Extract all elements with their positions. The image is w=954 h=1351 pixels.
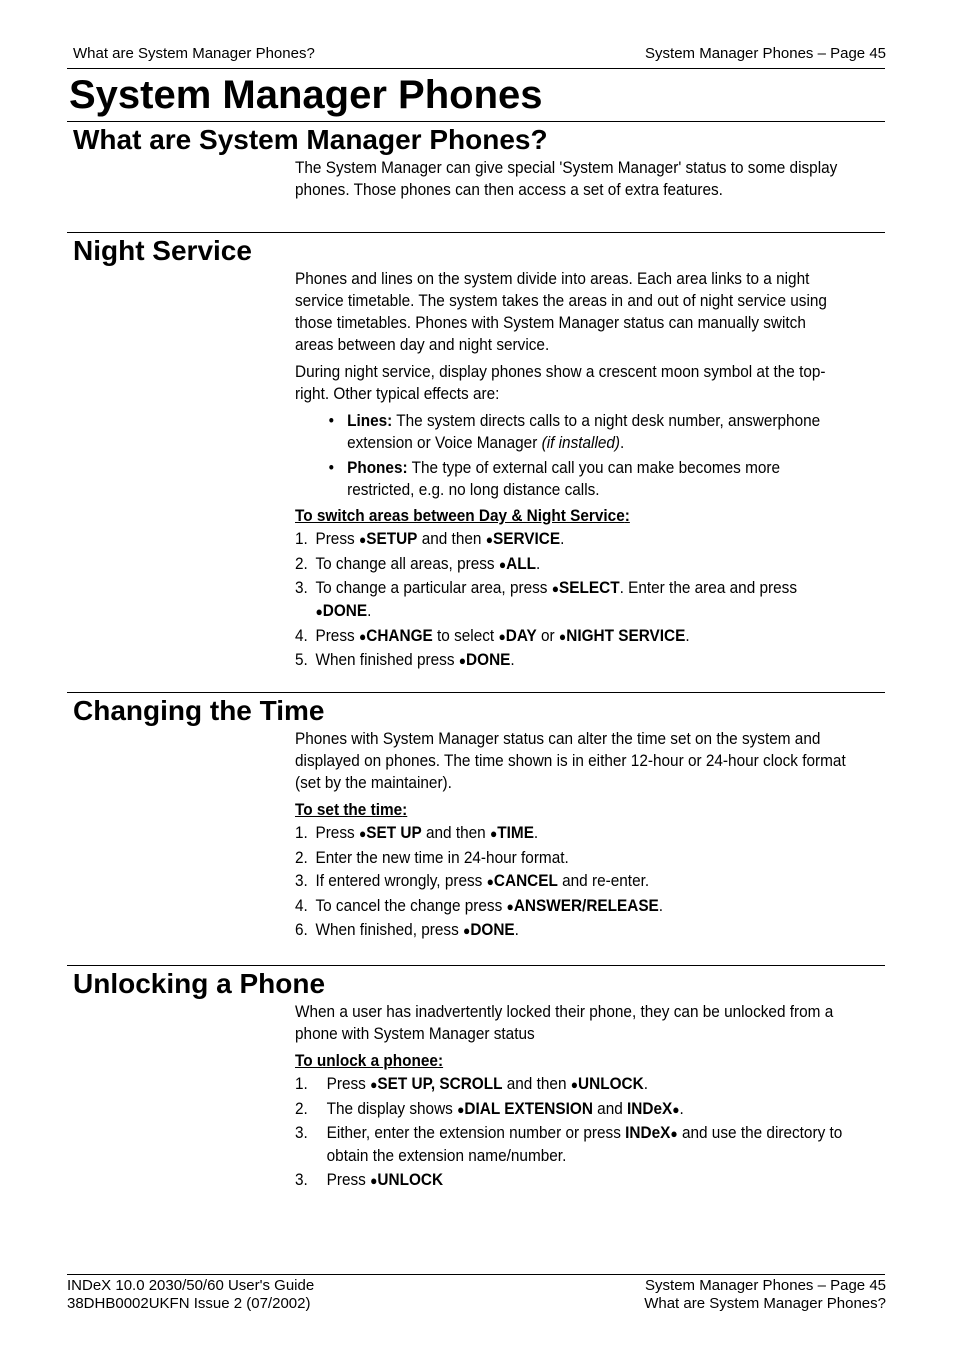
footer-left: [67, 1277, 314, 1313]
step-item: [295, 577, 848, 623]
softkey-dot-icon: ●: [506, 898, 514, 914]
step-item: [295, 1098, 848, 1121]
step-number: 4.: [295, 896, 308, 915]
paragraph: The System Manager can give special 'System Manager' status to some display phones. Those phones can then access a set of extra features.: [295, 159, 838, 199]
softkey-label: INDeX●: [625, 1124, 678, 1142]
paragraph: When a user has inadvertently locked their phone, they can be unlocked from a phone with System Manager status: [295, 1003, 834, 1043]
step-number: 6.: [295, 921, 308, 939]
step-number: 2.: [295, 848, 308, 867]
steps-list: [295, 822, 848, 942]
step-number: 3.: [295, 1124, 308, 1142]
bullet-list: [295, 410, 848, 501]
step-text: When finished, press ●DONE.: [315, 921, 519, 939]
softkey-dot-icon: ●: [485, 532, 494, 547]
step-text: When finished press ●DONE.: [315, 651, 515, 669]
step-text: Press ●SETUP and then ●SERVICE.: [315, 530, 565, 548]
step-number: 1.: [295, 824, 308, 842]
footer-issue: 38DHB0002UKFN Issue 2 (07/2002): [67, 1295, 311, 1312]
softkey-label: ●CHANGE: [358, 626, 433, 645]
section-rule: [67, 692, 885, 693]
procedure-title: To switch areas between Day & Night Service:: [295, 507, 630, 525]
softkey-label: ●DAY: [498, 626, 537, 645]
footer-guide-title: INDeX 10.0 2030/50/60 User's Guide: [67, 1277, 315, 1294]
softkey-label: ●DONE: [458, 651, 511, 669]
softkey-dot-icon: ●: [463, 923, 471, 938]
step-item: [295, 822, 848, 845]
bullet-icon: •: [328, 459, 335, 477]
softkey-dot-icon: ●: [370, 1172, 378, 1188]
section-heading-unlock: Unlocking a Phone: [73, 968, 326, 999]
step-number: 1.: [295, 1075, 308, 1093]
list-item: • Phones: The type of external call you can make becomes more restricted, e.g. no long distance calls.: [295, 457, 848, 501]
running-header-left: What are System Manager Phones?: [73, 45, 315, 62]
softkey-dot-icon: ●: [670, 1126, 678, 1141]
section-rule: [67, 232, 885, 233]
softkey-dot-icon: ●: [486, 874, 494, 889]
step-number: 3.: [295, 872, 308, 890]
step-item: [295, 1122, 848, 1167]
bullet-label: Phones:: [347, 459, 408, 477]
step-number: 1.: [295, 530, 308, 548]
step-number: 2.: [295, 554, 308, 573]
section-heading-night: Night Service: [73, 235, 252, 266]
softkey-label: ●SERVICE: [485, 530, 561, 548]
step-number: 2.: [295, 1099, 308, 1118]
softkey-dot-icon: ●: [457, 1101, 465, 1117]
section-rule: [67, 965, 885, 966]
step-text: Press ●SET UP and then ●TIME.: [315, 824, 539, 842]
softkey-label: INDeX●: [627, 1099, 680, 1118]
footer-right: [644, 1277, 886, 1313]
softkey-label: ●SET UP: [358, 824, 422, 842]
step-text: Press ●CHANGE to select ●DAY or ●NIGHT SERVICE.: [315, 626, 690, 645]
step-item: [295, 1169, 848, 1192]
softkey-dot-icon: ●: [315, 604, 323, 619]
procedure-title: To unlock a phonee:: [295, 1052, 444, 1070]
step-number: 3.: [295, 579, 308, 597]
softkey-label: ●DONE: [463, 921, 515, 939]
paragraph: Phones and lines on the system divide into areas. Each area links to a night service timetable. The system takes the areas in and out of night service using those timetables. Phones with System Manager status can manually switch areas between day and night service.: [295, 270, 827, 354]
softkey-dot-icon: ●: [358, 532, 367, 547]
step-text: The display shows ●DIAL EXTENSION and INDeX●.: [326, 1099, 684, 1118]
bullet-icon: •: [328, 412, 335, 430]
steps-list: [295, 528, 848, 672]
running-header-right: System Manager Phones – Page 45: [645, 45, 886, 62]
softkey-dot-icon: ●: [358, 628, 367, 644]
softkey-label: ●ANSWER/RELEASE: [506, 896, 659, 915]
softkey-dot-icon: ●: [558, 628, 567, 644]
softkey-dot-icon: ●: [551, 581, 560, 596]
softkey-dot-icon: ●: [498, 556, 507, 572]
steps-list: [295, 1073, 848, 1192]
list-item: • Lines: The system directs calls to a night desk number, answerphone extension or Voice Manager (if installed).: [295, 410, 848, 454]
bullet-label: Lines:: [347, 412, 393, 430]
footer-section: What are System Manager Phones?: [644, 1295, 886, 1312]
procedure-title: To set the time:: [295, 801, 408, 819]
header-rule: [67, 68, 885, 69]
step-number: 5.: [295, 651, 308, 669]
softkey-dot-icon: ●: [570, 1077, 579, 1092]
softkey-dot-icon: ●: [498, 628, 506, 644]
step-item: [295, 895, 848, 918]
step-item: [295, 919, 848, 942]
step-text: To cancel the change press ●ANSWER/RELEASE.: [315, 896, 664, 915]
step-text: Press ●SET UP, SCROLL and then ●UNLOCK.: [326, 1075, 648, 1093]
step-text: If entered wrongly, press ●CANCEL and re-enter.: [315, 872, 650, 890]
step-item: [295, 553, 848, 576]
step-text: To change all areas, press ●ALL.: [315, 554, 541, 573]
softkey-label: ●DONE: [315, 602, 368, 620]
softkey-label: ●DIAL EXTENSION: [457, 1099, 593, 1118]
footer-rule: [67, 1274, 885, 1275]
softkey-dot-icon: ●: [370, 1077, 378, 1092]
step-text: Either, enter the extension number or press INDeX● and use the directory to obtain the extension name/number.: [326, 1124, 847, 1165]
section-body-time: [295, 728, 848, 944]
step-text: To change a particular area, press ●SELECT. Enter the area and press ●DONE.: [315, 579, 802, 620]
step-item: [295, 847, 848, 869]
softkey-dot-icon: ●: [672, 1101, 680, 1117]
section-body-night: [295, 268, 848, 674]
footer-page: System Manager Phones – Page 45: [645, 1277, 886, 1294]
softkey-label: ●ALL: [498, 554, 537, 573]
softkey-dot-icon: ●: [489, 826, 498, 841]
step-text: Press ●UNLOCK: [326, 1170, 444, 1189]
section-body-unlock: [295, 1001, 848, 1193]
softkey-label: ●SELECT: [551, 579, 620, 597]
softkey-label: ●UNLOCK: [370, 1170, 444, 1189]
step-item: [295, 649, 848, 672]
softkey-label: ●CANCEL: [486, 872, 558, 890]
step-number: 4.: [295, 626, 308, 645]
step-number: 3.: [295, 1170, 308, 1189]
step-text: Enter the new time in 24-hour format.: [315, 848, 569, 867]
step-item: [295, 528, 848, 551]
title-rule: [67, 121, 885, 122]
section-heading-what: What are System Manager Phones?: [73, 124, 548, 155]
softkey-dot-icon: ●: [358, 826, 367, 841]
softkey-label: ●UNLOCK: [570, 1075, 644, 1093]
step-item: [295, 870, 848, 893]
softkey-dot-icon: ●: [458, 653, 467, 668]
paragraph: Phones with System Manager status can alter the time set on the system and displayed on phones. The time shown is in either 12-hour or 24-hour clock format (set by the maintainer).: [295, 730, 846, 792]
step-item: [295, 1073, 848, 1096]
softkey-label: ●NIGHT SERVICE: [558, 626, 686, 645]
paragraph: During night service, display phones show a crescent moon symbol at the top-right. Other typical effects are:: [295, 363, 826, 403]
softkey-label: ●SETUP: [358, 530, 418, 548]
softkey-label: ●TIME: [489, 824, 534, 842]
softkey-label: ●SET UP, SCROLL: [370, 1075, 503, 1093]
section-heading-time: Changing the Time: [73, 695, 325, 726]
page-title: System Manager Phones: [69, 73, 543, 117]
section-body-what: [295, 157, 848, 206]
step-item: [295, 625, 848, 648]
